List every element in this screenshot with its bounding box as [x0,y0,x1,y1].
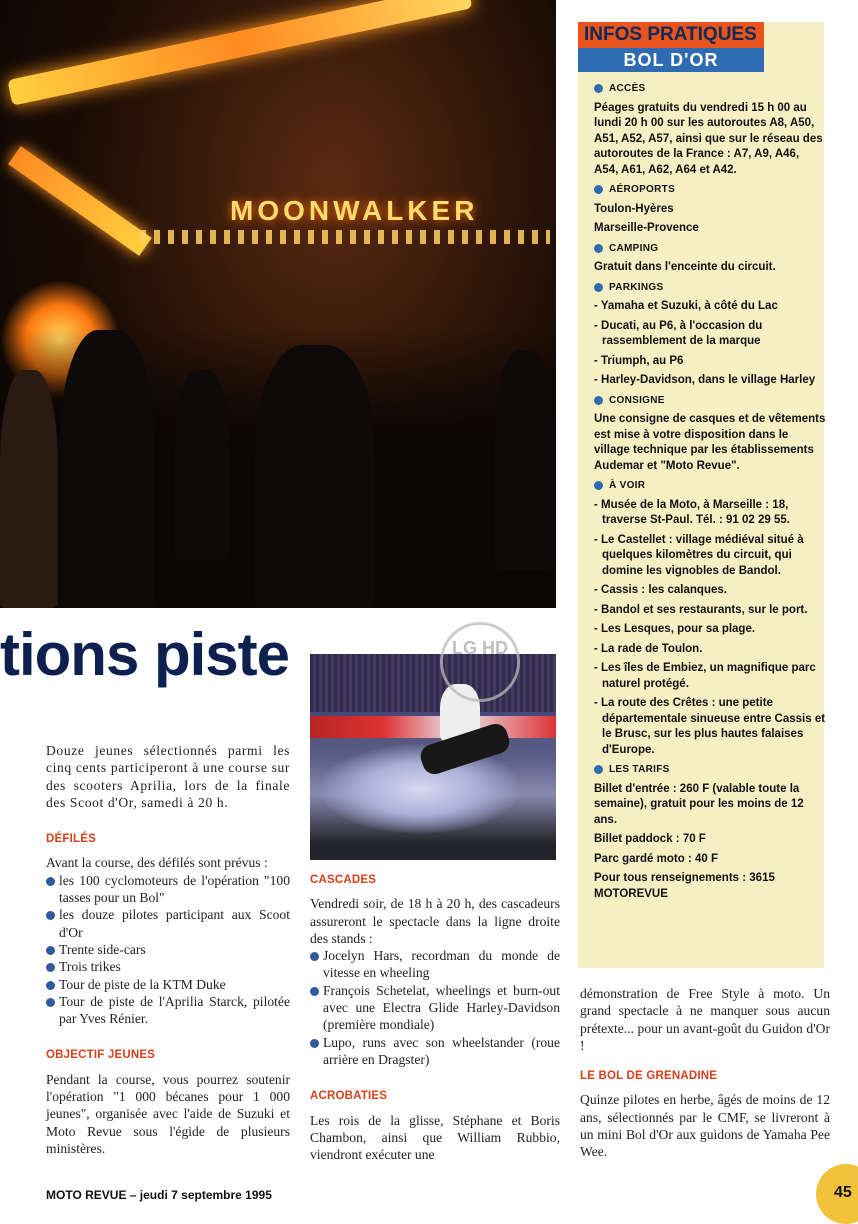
intro-paragraph: Douze jeunes sélectionnés parmi les cinq cents participeront à une course sur des scooters Aprilia, lors de la finale des Scoot d'Or, samedi à 20 h. [46,743,290,810]
bullet-icon [46,998,55,1007]
bullet-icon [594,84,603,93]
column-1 [46,742,290,1157]
person-silhouette [60,330,155,608]
continued-paragraph: démonstration de Free Style à moto. Un grand spectacle à ne manquer sous aucun prétexte... pour un avant-goût du Guidon d'Or ! [580,986,830,1053]
grenadine-heading: LE BOL DE GRENADINE [580,1070,718,1083]
info-section-tarifs: LES TARIFS [594,762,826,778]
list-item: François Schetelat, wheelings et burn-out avec une Electra Glide Harley-Davidson (première mondiale) [310,982,560,1034]
info-section-acces: ACCÈS [594,81,826,97]
info-item: - Le Castellet : village médiéval situé à quelques kilomètres du circuit, qui domine les vignobles de Bandol. [594,533,804,577]
objectif-heading: OBJECTIF JEUNES [46,1049,156,1062]
info-item: - La route des Crêtes : une petite départementale sinueuse entre Cassis et le Brusc, sur les plus hautes falaises d'Europe. [594,697,826,756]
bullet-icon [46,946,55,955]
bullet-icon [46,911,55,920]
burnout-photo [310,654,556,860]
bullet-icon [594,244,603,253]
column-2 [310,872,560,1163]
info-item: - Ducati, au P6, à l'occasion du rassemblement de la marque [594,319,763,347]
list-item: Jocelyn Hars, recordman du monde de vitesse en wheeling [310,947,560,982]
fairground-photo [0,0,556,608]
list-item: Tour de piste de l'Aprilia Starck, pilotée par Yves Rénier. [46,993,290,1028]
cascades-heading: CASCADES [310,874,377,886]
info-item: - Bandol et ses restaurants, sur le port. [594,603,808,616]
info-section-a-voir: À VOIR [594,478,826,494]
info-subheading: BOL D'OR [578,48,764,72]
info-text: Péages gratuits du vendredi 15 h 00 au lundi 20 h 00 sur les autoroutes A8, A50, A51, A52, A57, ainsi que sur le réseau des autoroutes de la France : A7, A9, A46, A54, A61, A62, A64 et A42. [594,101,823,176]
objectif-paragraph: Pendant la course, vous pourrez soutenir l'opération "1 000 bécanes pour 1 000 jeunes", organisée avec l'aide de Suzuki et Moto Revue sous l'égide de plusieurs ministères. [46,1071,290,1156]
acrobaties-heading: ACROBATIES [310,1090,388,1103]
bullet-icon [594,765,603,774]
list-item: Trois trikes [46,958,290,975]
acrobaties-paragraph: Les rois de la glisse, Stéphane et Boris Chambon, ainsi que William Rubbio, viendront exécuter une [310,1112,560,1163]
info-text: Toulon-Hyères [594,202,674,215]
list-item: Lupo, runs avec son wheelstander (roue arrière en Dragster) [310,1034,560,1069]
info-text: Gratuit dans l'enceinte du circuit. [594,261,776,273]
info-body [594,77,826,906]
bullet-icon [310,1039,319,1048]
ride-sign: MOONWALKER [230,195,479,226]
bullet-icon [594,481,603,490]
info-section-parkings: PARKINGS [594,280,826,296]
info-text: Marseille-Provence [594,222,699,234]
watermark-logo: LG HD [440,622,520,702]
person-silhouette [255,345,375,608]
bullet-icon [46,963,55,972]
list-item: Trente side-cars [46,941,290,958]
bullet-icon [46,877,55,886]
page-number: 45 [816,1164,858,1224]
article-title: tions piste [0,621,290,688]
info-heading: INFOS PRATIQUES [578,22,764,48]
info-text: Pour tous renseignements : 3615 MOTOREVUE [594,872,775,900]
grenadine-paragraph: Quinze pilotes en herbe, âgés de moins de 12 ans, sélectionnés par le CMF, se livreront à un mini Bol d'Or aux guidons de Yamaha Pee Wee. [580,1092,830,1160]
string-lights [140,230,550,244]
page-footer: MOTO REVUE – jeudi 7 septembre 1995 [46,1188,272,1202]
info-section-camping: CAMPING [594,241,826,257]
sponsor-banner [310,716,556,738]
info-section-aeroports: AÉROPORTS [594,182,826,198]
list-item: Tour de piste de la KTM Duke [46,976,290,993]
person-silhouette [175,370,230,560]
column-3 [580,985,830,1161]
ride-arm-lower [8,146,152,256]
info-box [578,22,824,968]
bullet-icon [594,185,603,194]
info-item: - Harley-Davidson, dans le village Harley [594,374,816,386]
info-item: - Yamaha et Suzuki, à côté du Lac [594,300,778,312]
defiles-intro: Avant la course, des défilés sont prévus : [46,855,268,871]
info-text: Billet d'entrée : 260 F (valable toute la semaine), gratuit pour les moins de 12 ans. [594,782,804,826]
info-item: - Cassis : les calanques. [594,584,727,596]
info-item: - Triumph, au P6 [594,354,684,367]
bullet-icon [594,396,603,405]
info-item: - La rade de Toulon. [594,642,703,655]
bullet-icon [310,952,319,961]
ride-arm [7,0,472,106]
bullet-icon [46,981,55,990]
info-item: - Musée de la Moto, à Marseille : 18, traverse St-Paul. Tél. : 91 02 29 55. [594,498,790,526]
cascades-intro: Vendredi soir, de 18 h à 20 h, des cascadeurs assureront le spectacle dans la ligne droite des stands : [310,896,560,946]
bullet-icon [594,283,603,292]
person-silhouette [495,350,555,570]
list-item: les 100 cyclomoteurs de l'opération "100 tasses pour un Bol" [46,872,290,907]
list-item: les douze pilotes participant aux Scoot d'Or [46,906,290,941]
info-section-consigne: CONSIGNE [594,393,826,409]
bullet-icon [310,987,319,996]
info-item: - Les îles de Embiez, un magnifique parc naturel protégé. [594,662,816,690]
info-item: - Les Lesques, pour sa plage. [594,623,756,635]
defiles-heading: DÉFILÉS [46,833,96,846]
info-text: Parc gardé moto : 40 F [594,852,718,865]
info-text: Une consigne de casques et de vêtements est mise à votre disposition dans le village technique par les établissements Audemar et "Moto Revue". [594,413,826,472]
info-text: Billet paddock : 70 F [594,833,706,845]
person-silhouette [0,370,58,608]
